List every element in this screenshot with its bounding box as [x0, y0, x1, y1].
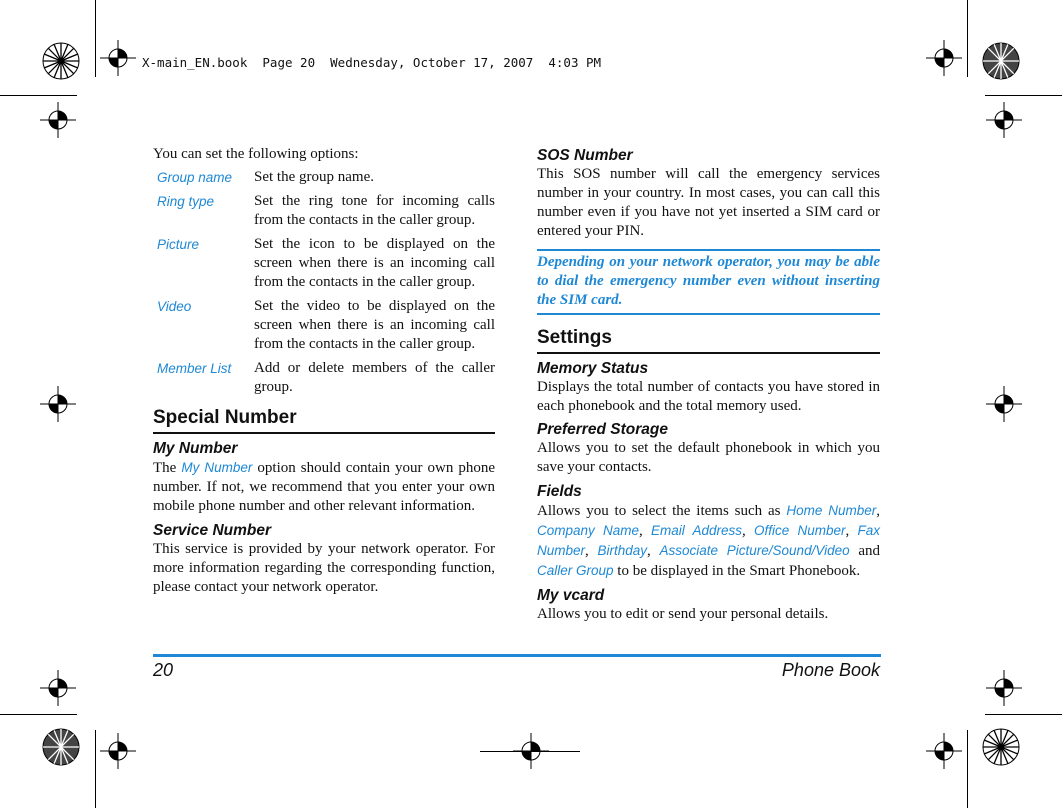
field-link: Company Name: [537, 523, 640, 538]
center-mark-h: [480, 751, 580, 752]
emergency-note: Depending on your network operator, you may be able to dial the emergency number even without inserting the SIM card.: [537, 249, 880, 315]
fields-text: [537, 501, 880, 581]
registration-target-icon: [40, 670, 76, 706]
registration-target-icon: [40, 102, 76, 138]
option-desc: Set the icon to be displayed on the screen when there is an incoming call from the contacts in the caller group.: [254, 236, 495, 290]
options-intro: You can set the following options:: [153, 146, 359, 162]
crop-mark-top-right-v: [967, 0, 968, 77]
option-desc: Set the group name.: [254, 169, 374, 185]
crop-mark-right-top-h: [985, 95, 1062, 96]
option-term: Video: [157, 299, 192, 314]
crop-mark-top-left-v: [95, 0, 96, 77]
memory-status-heading: Memory Status: [537, 360, 649, 377]
registration-target-icon: [986, 386, 1022, 422]
left-column: [153, 145, 495, 597]
field-link: Email Address: [651, 523, 743, 538]
crop-mark-bottom-left-v: [95, 730, 96, 808]
field-link: Office Number: [754, 523, 846, 538]
text-span: to be displayed in the Smart Phonebook.: [613, 563, 861, 579]
registration-target-icon: [926, 733, 962, 769]
section-title: Phone Book: [781, 660, 880, 680]
field-link: Home Number: [786, 503, 877, 518]
field-link: Associate Picture/Sound/Video: [659, 543, 850, 558]
separator: ,: [876, 503, 880, 519]
field-link: Birthday: [597, 543, 648, 558]
starburst-mark-icon: [982, 42, 1020, 80]
option-term: Picture: [157, 237, 200, 252]
option-row: [153, 359, 495, 397]
separator: ,: [845, 523, 858, 539]
text-span: option should contain your own phone number. If not, we recommend that you enter your own mobile phone number and other relevant information.: [153, 460, 495, 514]
registration-target-icon: [100, 733, 136, 769]
field-link: Fax Number: [537, 523, 881, 558]
option-term: Ring type: [157, 194, 215, 209]
option-desc: Set the ring tone for incoming calls from the contacts in the caller group.: [254, 193, 495, 228]
page-number: 20: [153, 660, 174, 680]
service-number-text: This service is provided by your network operator. For more information regarding the corresponding function, please contact your network operator.: [153, 541, 495, 595]
crop-mark-bottom-right-v: [967, 730, 968, 808]
sos-number-heading: SOS Number: [537, 147, 633, 164]
settings-heading: Settings: [537, 327, 880, 354]
starburst-mark-icon: [42, 728, 80, 766]
crop-mark-left-top-h: [0, 95, 77, 96]
preferred-storage-text: Allows you to set the default phonebook in which you save your contacts.: [537, 440, 880, 475]
my-number-text: [153, 458, 495, 516]
registration-target-icon: [986, 670, 1022, 706]
crop-mark-right-bottom-h: [985, 714, 1062, 715]
separator: ,: [647, 543, 660, 559]
option-term: Member List: [157, 361, 232, 376]
my-vcard-heading: My vcard: [537, 587, 605, 604]
option-row: [153, 235, 495, 292]
print-header: X-main_EN.book Page 20 Wednesday, October 17, 2007 4:03 PM: [142, 55, 602, 70]
option-row: [153, 297, 495, 354]
my-vcard-text: Allows you to edit or send your personal details.: [537, 606, 829, 622]
service-number-heading: Service Number: [153, 522, 272, 539]
starburst-mark-icon: [42, 42, 80, 80]
separator: ,: [639, 523, 652, 539]
field-link: Caller Group: [537, 563, 614, 578]
sos-number-text: This SOS number will call the emergency services number in your country. In most cases, you can call this number even if you have not yet inserted a SIM card or entered your PIN.: [537, 166, 880, 239]
registration-target-icon: [986, 102, 1022, 138]
option-desc: Add or delete members of the caller group.: [254, 360, 495, 395]
right-column: [537, 145, 880, 624]
starburst-mark-icon: [982, 728, 1020, 766]
separator: ,: [585, 543, 598, 559]
option-desc: Set the video to be displayed on the screen when there is an incoming call from the contacts in the caller group.: [254, 298, 495, 352]
registration-target-icon: [100, 40, 136, 76]
conjunction: and: [849, 543, 881, 559]
memory-status-text: Displays the total number of contacts you have stored in each phonebook and the total memory used.: [537, 379, 880, 414]
special-number-heading: Special Number: [153, 407, 495, 434]
text-span: Allows you to select the items such as: [537, 503, 787, 519]
option-row: [153, 168, 495, 187]
footer-rule: [153, 654, 881, 657]
crop-mark-left-bottom-h: [0, 714, 77, 715]
registration-target-icon: [926, 40, 962, 76]
option-row: [153, 192, 495, 230]
registration-target-icon: [40, 386, 76, 422]
separator: ,: [742, 523, 755, 539]
text-span: The: [153, 460, 182, 476]
my-number-heading: My Number: [153, 440, 238, 457]
option-term: Group name: [157, 170, 233, 185]
my-number-link: My Number: [181, 460, 253, 475]
fields-heading: Fields: [537, 483, 582, 500]
preferred-storage-heading: Preferred Storage: [537, 421, 668, 438]
